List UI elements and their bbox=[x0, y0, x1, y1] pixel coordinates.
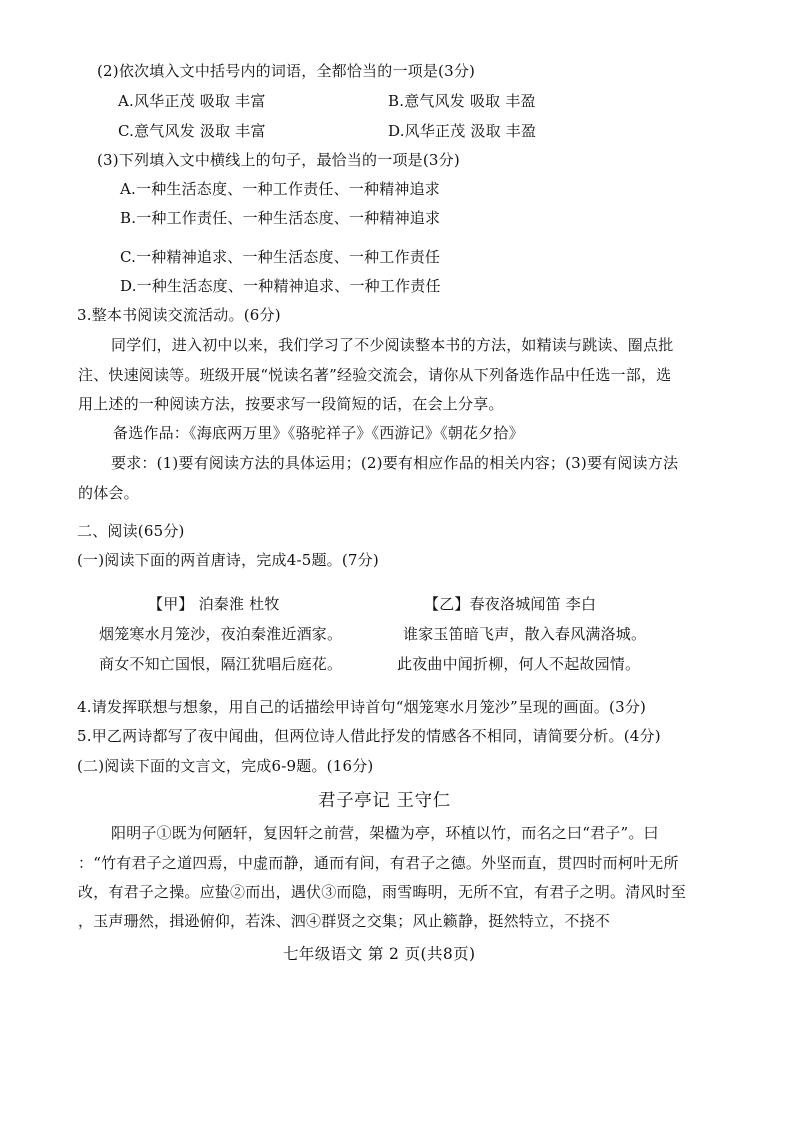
q2-option-a: A.风华正茂 吸取 丰富 bbox=[118, 92, 266, 110]
question-5: 5.甲乙两诗都写了夜中闻曲，但两位诗人借此抒发的情感各不相同，请简要分析。(4分) bbox=[77, 727, 661, 745]
poem-a-line: 烟笼寒水月笼沙，夜泊秦淮近酒家。 bbox=[99, 625, 343, 643]
section3-req-line: 要求：(1)要有阅读方法的具体运用；(2)要有相应作品的相关内容；(3)要有阅读方法 bbox=[111, 454, 679, 472]
reading-heading: 二、阅读(65分) bbox=[77, 522, 185, 540]
poem-b-line: 此夜曲中闻折柳，何人不起故园情。 bbox=[397, 655, 641, 673]
q2-option-c: C.意气风发 汲取 丰富 bbox=[118, 122, 266, 140]
classical-line: ：“竹有君子之道四焉，中虚而静，通而有间，有君子之德。外坚而直，贯四时而柯叶无所 bbox=[78, 854, 679, 872]
q2-option-d: D.风华正茂 汲取 丰盈 bbox=[388, 122, 537, 140]
classical-line: 阳明子①既为何陋轩，复因轩之前营，架楹为亭，环植以竹，而名之曰“君子”。曰 bbox=[111, 824, 659, 842]
q3-option-a: A.一种生活态度、一种工作责任、一种精神追求 bbox=[120, 180, 441, 198]
poem-a-line: 商女不知亡国恨，隔江犹唱后庭花。 bbox=[99, 655, 343, 673]
q2-stem: (2)依次填入文中括号内的词语，全都恰当的一项是(3分) bbox=[97, 62, 476, 80]
classical-title: 君子亭记 王守仁 bbox=[318, 791, 451, 811]
q3-option-d: D.一种生活态度、一种精神追求、一种工作责任 bbox=[120, 277, 441, 295]
section3-para-line: 用上述的一种阅读方法，按要求写一段简短的话，在会上分享。 bbox=[78, 395, 504, 413]
section3-para-line: 注、快速阅读等。班级开展“悦读名著”经验交流会，请你从下列备选作品中任选一部，选 bbox=[78, 366, 672, 384]
section3-para-line: 同学们，进入初中以来，我们学习了不少阅读整本书的方法，如精读与跳读、圈点批 bbox=[111, 336, 674, 354]
q2-option-b: B.意气风发 吸取 丰盈 bbox=[388, 92, 536, 110]
classical-line: 改，有君子之操。应蛰②而出，遇伏③而隐，雨雪晦明，无所不宜，有君子之明。清风时至 bbox=[78, 883, 687, 901]
q3-option-b: B.一种工作责任、一种生活态度、一种精神追求 bbox=[120, 209, 441, 227]
classical-line: ，玉声珊然，揖逊俯仰，若洙、泗④群贤之交集；风止籁静，挺然特立，不挠不 bbox=[78, 912, 611, 930]
q3-stem: (3)下列填入文中横线上的句子，最恰当的一项是(3分) bbox=[97, 151, 460, 169]
section3-heading: 3.整本书阅读交流活动。(6分) bbox=[77, 306, 281, 324]
section3-req-line: 的体会。 bbox=[78, 484, 139, 502]
poem-a-title: 【甲】 泊秦淮 杜牧 bbox=[148, 595, 280, 613]
poem-b-line: 谁家玉笛暗飞声，散入春风满洛城。 bbox=[403, 625, 647, 643]
poem-b-title: 【乙】春夜洛城闻笛 李白 bbox=[424, 595, 597, 613]
section3-works: 备选作品：《海底两万里》《骆驼祥子》《西游记》《朝花夕拾》 bbox=[113, 424, 524, 442]
q3-option-c: C.一种精神追求、一种生活态度、一种工作责任 bbox=[120, 248, 441, 266]
reading-sub1: (一)阅读下面的两首唐诗，完成4-5题。(7分) bbox=[77, 551, 379, 569]
reading-sub2: (二)阅读下面的文言文，完成6-9题。(16分) bbox=[77, 757, 374, 775]
page-footer: 七年级语文 第 2 页(共8页) bbox=[283, 945, 476, 963]
question-4: 4.请发挥联想与想象，用自己的话描绘甲诗首句“烟笼寒水月笼沙”呈现的画面。(3分) bbox=[77, 698, 647, 716]
